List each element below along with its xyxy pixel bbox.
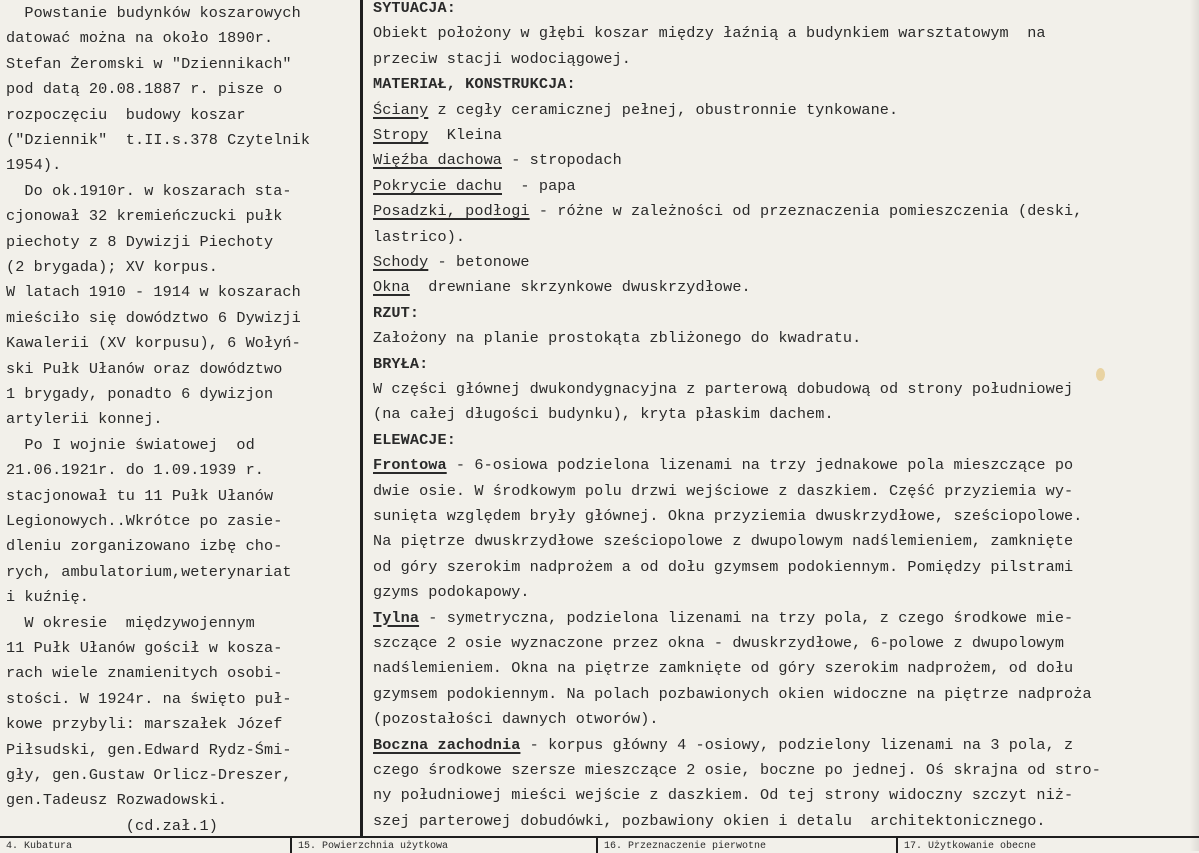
history-line: 21.06.1921r. do 1.09.1939 r. [6, 461, 264, 480]
history-line: 1 brygady, ponadto 6 dywizjon [6, 385, 274, 403]
history-line: (2 brygada); XV korpus. [6, 258, 218, 276]
history-line: Po I wojnie światowej od [6, 435, 255, 454]
history-line: Legionowych..Wkrótce po zasie- [6, 512, 283, 530]
history-line: artylerii konnej. [6, 410, 163, 429]
description-line [373, 253, 530, 271]
history-column [0, 0, 360, 836]
description-line: W części głównej dwukondygnacyjna z parterową dobudową od strony południowej [373, 380, 1074, 398]
underlined-term: Stropy [373, 126, 429, 144]
term-description: - różne w zależności od przeznaczenia pomieszczenia (deski, [529, 202, 1083, 221]
description-line: czego środkowe szersze mieszczące 2 osie, boczne po jednej. Oś skrajna od stro- [373, 761, 1101, 779]
history-line: Powstanie budynków koszarowych [6, 4, 301, 22]
term-description: - papa [502, 176, 576, 195]
history-line: datować można na około 1890r. [6, 29, 274, 48]
description-column [373, 0, 1199, 836]
description-line [373, 202, 1082, 220]
underlined-term: Schody [373, 253, 429, 271]
description-line: lastrico). [373, 227, 466, 246]
history-line: (cd.zał.1) [6, 816, 218, 835]
column-divider [360, 0, 363, 836]
term-description: Kleina [428, 126, 503, 144]
history-line: pod datą 20.08.1887 r. pisze o [6, 80, 283, 99]
history-line: 1954). [6, 156, 62, 175]
history-line: i kuźnię. [6, 588, 89, 607]
description-line [373, 736, 1073, 754]
history-line: dleniu zorganizowano izbę cho- [6, 537, 283, 556]
underlined-term: Posadzki, podłogi [373, 202, 530, 221]
description-line [373, 101, 898, 119]
form-cell-label: 4. Kubatura [6, 841, 73, 852]
description-line: przeciw stacji wodociągowej. [373, 49, 631, 68]
description-line: szczące 2 osie wyznaczone przez okna - dwuskrzydłowe, 6-polowe z dwupolowym [373, 634, 1065, 652]
description-line: nadślemieniem. Okna na piętrze zamknięte od góry szerokim nadprożem, od dołu [373, 659, 1074, 678]
description-line [373, 278, 751, 296]
history-line: Do ok.1910r. w koszarach sta- [6, 181, 292, 200]
description-line [373, 151, 622, 169]
history-line: stości. W 1924r. na święto puł- [6, 689, 292, 708]
section-header: MATERIAŁ, KONSTRUKCJA: [373, 75, 576, 94]
history-line: Piłsudski, gen.Edward Rydz-Śmi- [6, 740, 292, 759]
term-description: z cegły ceramicznej pełnej, obustronnie tynkowane. [428, 100, 899, 119]
history-line: Kawalerii (XV korpusu), 6 Wołyń- [6, 334, 301, 353]
form-cell-label: 17. Użytkowanie obecne [904, 841, 1037, 852]
underlined-term: Boczna zachodnia [373, 735, 521, 754]
description-line: gzyms podokapowy. [373, 583, 530, 602]
description-line [373, 609, 1073, 627]
description-line: ny południowej mieści wejście z daszkiem. Od tej strony widoczny szczyt niż- [373, 786, 1074, 805]
underlined-term: Pokrycie dachu [373, 176, 502, 195]
description-line: dwie osie. W środkowym polu drzwi wejściowe z daszkiem. Część przyziemia wy- [373, 481, 1074, 500]
section-header: SYTUACJA: [373, 0, 456, 17]
underlined-term: Więźba dachowa [373, 151, 502, 170]
term-description: - stropodach [502, 151, 622, 170]
history-line: stacjonował tu 11 Pułk Ułanów [6, 486, 274, 505]
underlined-term: Frontowa [373, 456, 447, 475]
description-line [373, 177, 576, 195]
underlined-term: Ściany [373, 100, 429, 119]
description-line: gzymsem podokiennym. Na polach pozbawionych okien widoczne na piętrze nadproża [373, 684, 1092, 703]
underlined-term: Okna [373, 278, 410, 297]
section-header: BRYŁA: [373, 354, 429, 373]
term-description: - symetryczna, podzielona lizenami na trzy pola, z czego środkowe mie- [419, 608, 1074, 627]
history-line: Stefan Żeromski w "Dziennikach" [6, 54, 292, 73]
term-description: drewniane skrzynkowe dwuskrzydłowe. [409, 278, 751, 297]
section-header: ELEWACJE: [373, 430, 456, 449]
history-line: rach wiele znamienitych osobi- [6, 664, 283, 683]
term-description: - betonowe [428, 253, 530, 271]
history-line: kowe przybyli: marszałek Józef [6, 715, 283, 734]
description-line [373, 126, 502, 144]
term-description: - 6-osiowa podzielona lizenami na trzy jednakowe pola mieszczące po [446, 456, 1074, 475]
underlined-term: Tylna [373, 608, 420, 627]
scan-edge-shadow [1189, 0, 1199, 851]
history-line: W latach 1910 - 1914 w koszarach [6, 283, 301, 302]
description-line [373, 456, 1073, 474]
history-line: piechoty z 8 Dywizji Piechoty [6, 232, 274, 251]
description-line: Obiekt położony w głębi koszar między łaźnią a budynkiem warsztatowym na [373, 24, 1046, 43]
description-line: szej parterowej dobudówki, pozbawiony okien i detalu architektonicznego. [373, 811, 1046, 830]
history-line: gen.Tadeusz Rozwadowski. [6, 791, 228, 810]
history-line: W okresie międzywojennym [6, 613, 255, 632]
description-line: sunięta względem bryły głównej. Okna przyziemia dwuskrzydłowe, sześciopolowe. [373, 507, 1083, 525]
form-footer-row [0, 836, 1199, 853]
history-line: gły, gen.Gustaw Orlicz-Dreszer, [6, 766, 292, 784]
description-line: (na całej długości budynku), kryta płaskim dachem. [373, 405, 834, 424]
description-line: (pozostałości dawnych otworów). [373, 710, 659, 729]
description-line: od góry szerokim nadprożem a od dołu gzymsem podokiennym. Pomiędzy pilstrami [373, 557, 1074, 576]
form-cell-label: 16. Przeznaczenie pierwotne [604, 841, 767, 852]
description-line: Na piętrze dwuskrzydłowe sześciopolowe z dwupolowym nadślemieniem, zamknięte [373, 532, 1074, 551]
stain-mark [1096, 368, 1105, 381]
section-header: RZUT: [373, 303, 420, 322]
form-cell-label: 15. Powierzchnia użytkowa [298, 841, 449, 852]
term-description: - korpus główny 4 -osiowy, podzielony lizenami na 3 pola, z [520, 735, 1074, 754]
history-line: ("Dziennik" t.II.s.378 Czytelnik [6, 131, 311, 149]
history-line: cjonował 32 kremieńczucki pułk [6, 207, 283, 226]
history-line: mieściło się dowództwo 6 Dywizji [6, 308, 301, 327]
history-line: 11 Pułk Ułanów gościł w kosza- [6, 639, 283, 657]
description-line: Założony na planie prostokąta zbliżonego do kwadratu. [373, 329, 862, 348]
history-line: rozpoczęciu budowy koszar [6, 105, 246, 124]
history-line: rych, ambulatorium,weterynariat [6, 562, 292, 581]
history-line: ski Pułk Ułanów oraz dowództwo [6, 359, 283, 378]
